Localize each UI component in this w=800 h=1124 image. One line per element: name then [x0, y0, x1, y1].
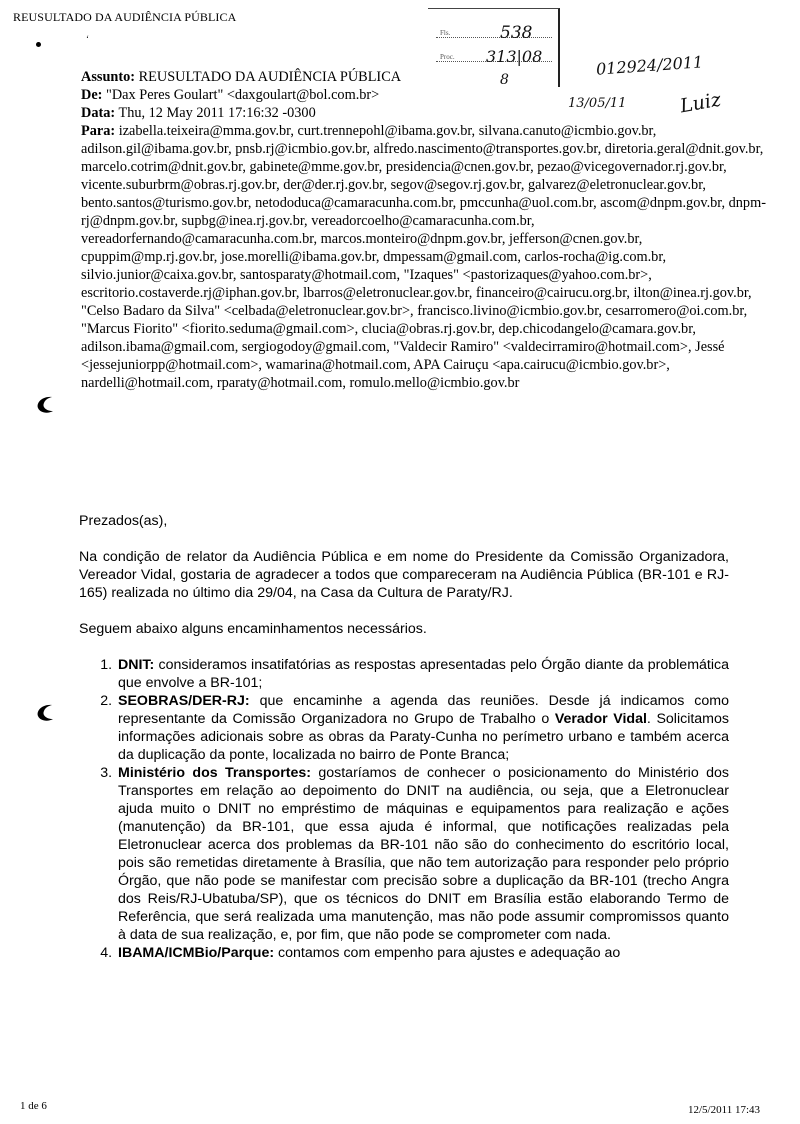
scan-tick-mark: ʻ	[86, 34, 89, 44]
item-text: contamos com empenho para ajustes e adequação ao	[274, 945, 621, 961]
from-row	[81, 86, 771, 104]
from-value: "Dax Peres Goulart" <daxgoulart@bol.com.br>	[106, 87, 380, 103]
list-item	[116, 656, 729, 692]
handwritten-date: 13/05/11	[568, 96, 627, 111]
date-value: Thu, 12 May 2011 17:16:32 -0300	[118, 105, 316, 121]
email-body	[79, 512, 729, 962]
item-heading: SEOBRAS/DER-RJ:	[118, 693, 250, 709]
recipients-list: izabella.teixeira@mma.gov.br, curt.trennepohl@ibama.gov.br, silvana.canuto@icmbio.gov.br, adilson.gil@ibama.gov.br, pnsb.rj@icmbio.gov.br, alfredo.nascimento@transportes.gov.br, diretoria.geral@dnit.gov.br, marcelo.cotrim@dnit.gov.br, gabinete@mme.gov.br, presidencia@cnen.gov.br, pezao@vicegovernador.rj.gov.br, vicente.suburbrm@obras.rj.gov.br, der@der.rj.gov.br, segov@segov.rj.gov.br, galvarez@eletronuclear.gov.br, bento.santos@turismo.gov.br, netododuca@camaracunha.com.br, pmccunha@uol.com.br, ascom@dnpm.gov.br, dnpm-rj@dnpm.gov.br, supbg@inea.rj.gov.br, vereadorcoelho@camaracunha.com.br, vereadorfernando@camaracunha.com.br, marcos.monteiro@dnpm.gov.br, jefferson@cnen.gov.br, cpuppim@mp.rj.gov.br, jose.morelli@ibama.gov.br, dmpessam@gmail.com, carlos-rocha@ig.com.br, silvio.junior@caixa.gov.br, santosparaty@hotmail.com, "Izaques" <pastorizaques@yahoo.com.br>, escritorio.costaverde.rj@iphan.gov.br, lbarros@eletronuclear.gov.br, financeiro@cairucu.org.br, ilton@inea.rj.gov.br, "Celso Badaro da Silva" <celbada@eletronuclear.gov.br>, francisco.livino@icmbio.gov.br, cesarromero@oi.com.br, "Marcus Fiorito" <fiorito.seduma@gmail.com>, clucia@obras.rj.gov.br, dep.chicodangelo@camara.gov.br, adilson.ibama@gmail.com, sergiogodoy@gmail.com, "Valdecir Ramiro" <valdecirramiro@hotmail.com>, Jessé <jessejuniorpp@hotmail.com>, wamarina@hotmail.com, APA Cairuçu <apa.cairucu@icmbio.gov.br>, nardelli@hotmail.com, rparaty@hotmail.com, romulo.mello@icmbio.gov.br	[81, 123, 766, 391]
item-bold-name: Verador Vidal	[554, 711, 647, 727]
margin-hole-mark-icon	[34, 702, 56, 724]
date-label: Data:	[81, 105, 116, 121]
stamp-process-number: 313|08	[486, 47, 543, 66]
subject-label: Assunto:	[81, 69, 136, 85]
stamp-folha-label: Fls.	[440, 29, 451, 37]
item-text: . Solicitamos informações adicionais sobre as obras da Paraty-Cunha no perímetro urbano e também acerca da duplicação da ponte, localizada no bairro de Ponte Branca;	[118, 711, 729, 763]
list-item	[116, 764, 729, 944]
lead-paragraph: Seguem abaixo alguns encaminhamentos necessários.	[79, 621, 427, 637]
stamp-folha-number: 538	[500, 23, 533, 43]
item-heading: DNIT:	[118, 657, 155, 673]
subject-row	[81, 68, 771, 86]
item-text: gostaríamos de conhecer o posicionamento do Ministério dos Transportes em relação ao depoimento do DNIT na audiência, ou seja, que a Eletronuclear ajuda muito o DNIT no empréstimo de máquinas e equipamentos para realização e ações (manutenção) da BR-101, que essa ajuda é informal, que notificações realizadas pela Eletronuclear acerca dos problemas da BR-101 não são do conhecimento do escritório local, pois são remetidas diretamente à Brasília, que não tem autorização para responder pelo próprio Órgão, que não pode se manifestar com precisão sobre a duplicação da BR-101 (trecho Angra dos Reis/RJ-Ubatuba/SP), que os técnicos do DNIT em Brasília estão elaborando Termo de Referência, que será realizada uma manutenção, mas não pode assumir compromissos quanto à data de sua realização, e, por fim, que não pode se comprometer com nada.	[118, 765, 730, 943]
print-timestamp: 12/5/2011 17:43	[688, 1104, 761, 1116]
to-row	[81, 122, 771, 392]
page-header-title: REUSULTADO DA AUDIÊNCIA PÚBLICA	[13, 10, 237, 24]
referrals-list	[79, 656, 729, 962]
item-text: consideramos insatifatórias as respostas apresentadas pelo Órgão diante da problemática que envolve a BR-101;	[118, 657, 729, 691]
item-heading: IBAMA/ICMBio/Parque:	[118, 945, 275, 961]
scan-dot	[36, 42, 41, 47]
greeting: Prezados(as),	[79, 513, 168, 529]
stamp-proc-label: Proc.	[440, 53, 455, 61]
subject-value: REUSULTADO DA AUDIÊNCIA PÚBLICA	[138, 69, 402, 85]
stamp-rubric: 8	[500, 72, 509, 88]
handwritten-process-number: 012924/2011	[595, 52, 704, 79]
page-number: 1 de 6	[20, 1100, 47, 1112]
item-heading: Ministério dos Transportes:	[118, 765, 311, 781]
list-item	[116, 692, 729, 764]
date-row	[81, 104, 771, 122]
intro-paragraph: Na condição de relator da Audiência Pública e em nome do Presidente da Comissão Organizadora, Vereador Vidal, gostaria de agradecer a todos que compareceram na Audiência Pública (BR-101 e RJ-165) realizada no último dia 29/04, na Casa da Cultura de Paraty/RJ.	[79, 549, 729, 601]
list-item	[116, 944, 729, 962]
handwritten-signature: Luiz	[678, 88, 723, 118]
email-header	[81, 68, 771, 392]
item-text: que encaminhe a agenda das reuniões. Desde já indicamos como representante da Comissão Organizadora no Grupo de Trabalho o	[118, 693, 729, 727]
margin-hole-mark-icon	[34, 394, 56, 416]
to-label: Para:	[81, 123, 116, 139]
from-label: De:	[81, 87, 103, 103]
